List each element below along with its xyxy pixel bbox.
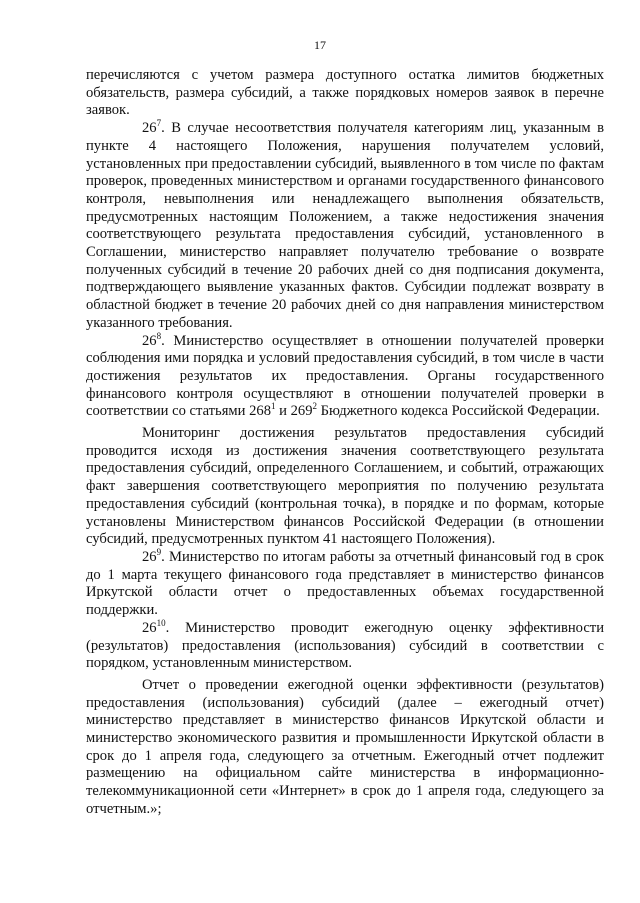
clause-superscript: 8 [156,330,162,341]
clause-number: 26 [142,332,157,349]
paragraph-text: . Министерство осуществляет в отношении получателей проверки соблюдения ими порядка и условий предоставления субсидий, в том числе в части достижения результатов их предоставления. Органы государственного финансового контроля осуществляют в отношении получателей проверки в соответствии со статьями 268 [86,332,604,420]
document-body [86,67,604,819]
paragraph-text: перечисляются с учетом размера доступного остатка лимитов бюджетных обязательств, размера субсидий, а также порядковых номеров заявок в перечне заявок. [86,67,604,119]
paragraph-26-9 [86,549,604,620]
paragraph-text: и 269 [275,403,313,420]
paragraph-text: . В случае несоответствия получателя категориям лиц, указанным в пункте 4 настоящего Положения, нарушения получателем условий, установленных при предоставлении субсидий, выявленного в том числе по фактам проверок, проведенных министерством и органами государственного финансового контроля, невыполнения или ненадлежащего выполнения обязательств, предусмотренных настоящим Положением, а также недостижения значения соответствующего результата предоставления субсидий, установленного в Соглашении, министерство направляет получателю требование о возврате полученных субсидий в течение 20 рабочих дней со дня подписания документа, подтверждающего выявление указанных фактов. Субсидии подлежат возврату в областной бюджет в течение 20 рабочих дней со дня направления министерством указанного требования. [86,120,604,331]
clause-number: 26 [142,619,157,636]
paragraph-26-8 [86,330,604,422]
article-superscript: 1 [271,401,276,412]
clause-superscript: 7 [156,118,162,129]
clause-superscript: 9 [156,547,162,558]
clause-number: 26 [142,120,157,137]
paragraph-continuation [86,67,604,120]
paragraph-text: Мониторинг достижения результатов предоставления субсидий проводится исходя из достижения значения соответствующего результата предоставления субсидий, определенного Соглашением, и событий, отражающих факт завершения соответствующего мероприятия по получению результата предоставления субсидий (контрольная точка), в порядке и по формам, которые установлены Министерством финансов Российской Федерации (в отношении субсидий, предусмотренных пунктом 41 настоящего Положения). [86,425,604,548]
paragraph-text: Бюджетного кодекса Российской Федерации. [317,403,600,420]
paragraph-26-7 [86,120,604,332]
clause-superscript: 10 [156,617,166,628]
paragraph-annual-report [86,677,604,819]
paragraph-monitoring [86,425,604,549]
page-number: 17 [314,38,326,52]
paragraph-text: . Министерство проводит ежегодную оценку эффективности (результатов) предоставления (использования) субсидий в соответствии с порядком, установленным министерством. [86,619,604,672]
paragraph-26-10 [86,617,604,673]
article-superscript: 2 [312,401,317,412]
clause-number: 26 [142,548,157,565]
paragraph-text: . Министерство по итогам работы за отчетный финансовый год в срок до 1 марта текущего финансового года представляет в министерство финансов Иркутской области отчет о предоставленных объемах государственной поддержки. [86,548,604,619]
paragraph-text: Отчет о проведении ежегодной оценки эффективности (результатов) предоставления (использования) субсидий (далее – ежегодный отчет) министерство представляет в министерство финансов Иркутской области и министерство экономического развития и промышленности Иркутской области в срок до 1 апреля года, следующего за отчетным. Ежегодный отчет подлежит размещению на официальном сайте министерства в информационно-телекоммуникационной сети «Интернет» в срок до 1 апреля года, следующего за отчетным.»; [86,676,604,817]
